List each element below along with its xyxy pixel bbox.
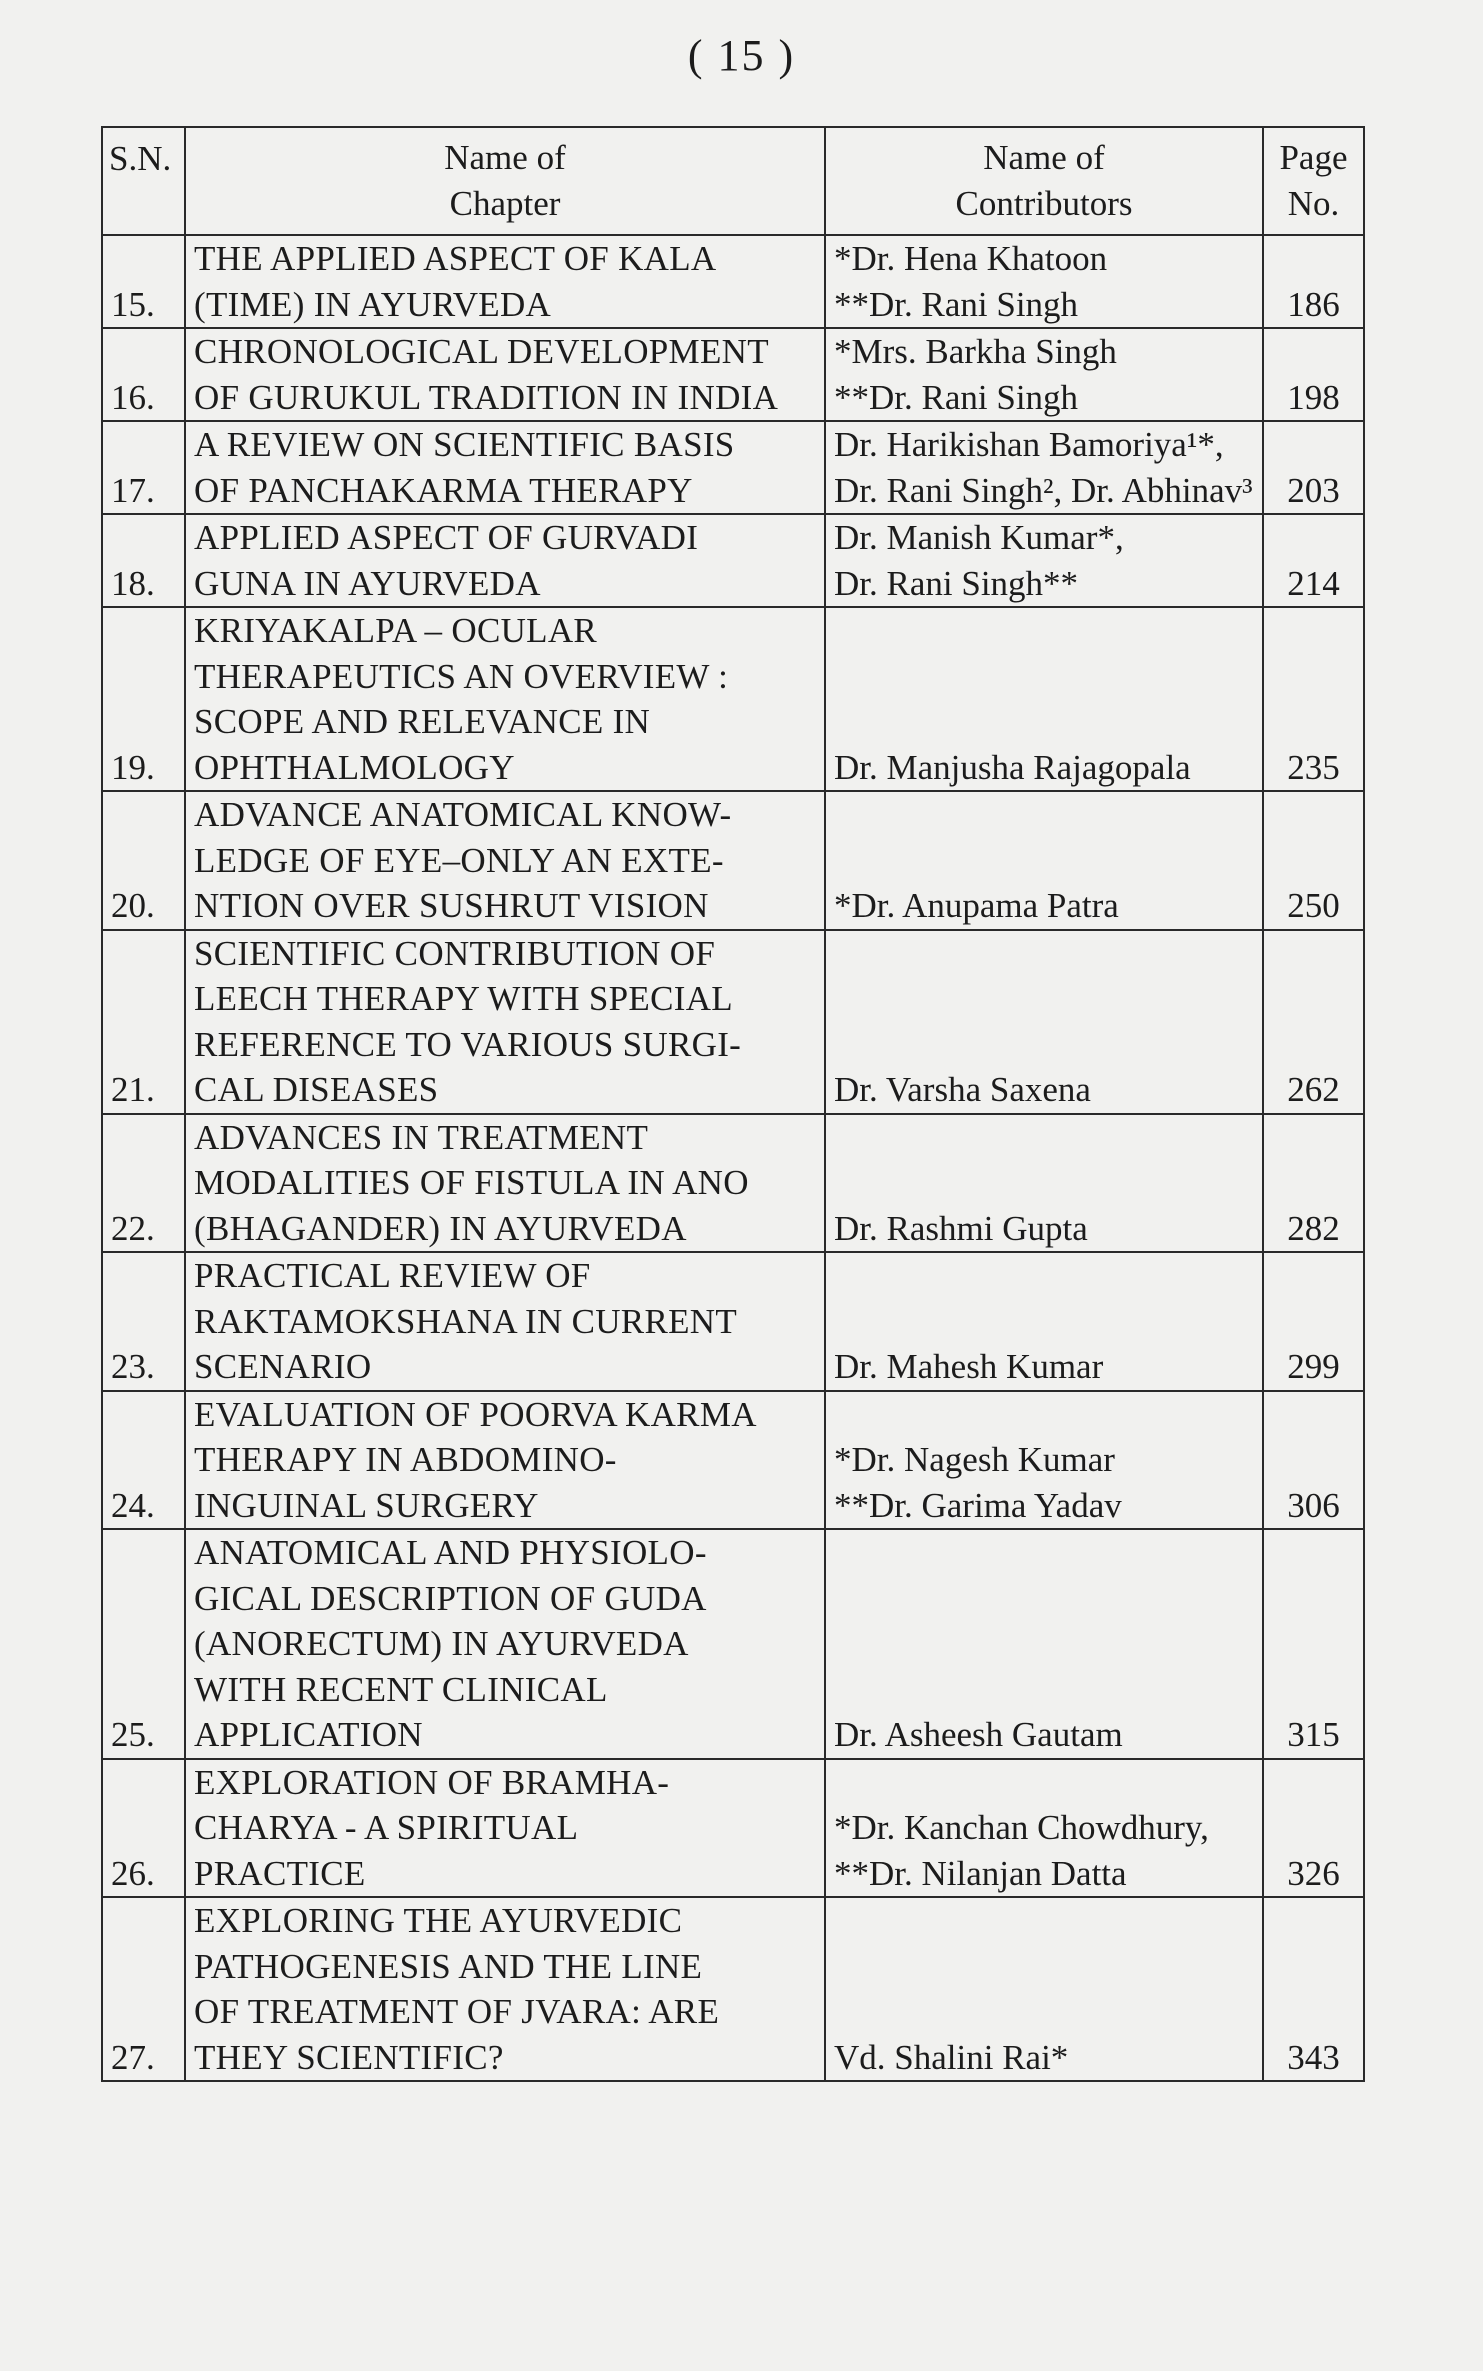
contributors	[825, 930, 1263, 1114]
page-number-cell: 343	[1263, 1897, 1364, 2081]
contributors	[825, 1252, 1263, 1391]
serial-number: 20.	[102, 791, 185, 930]
chapter-name	[185, 930, 825, 1114]
chapter-name-line: (ANORECTUM) IN AYURVEDA	[194, 1624, 689, 1663]
header-contributors-line: Name of	[983, 138, 1105, 177]
chapter-name-line: PRACTICAL REVIEW OF	[194, 1256, 591, 1295]
contributors	[825, 1759, 1263, 1898]
chapter-name-line: MODALITIES OF FISTULA IN ANO	[194, 1163, 749, 1202]
serial-number: 25.	[102, 1529, 185, 1759]
chapter-name-line: EVALUATION OF POORVA KARMA	[194, 1394, 757, 1434]
chapter-name-line: LEDGE OF EYE–ONLY AN EXTE-	[194, 840, 724, 880]
page-number-cell: 235	[1263, 607, 1364, 791]
contributor-line: Dr. Harikishan Bamoriya¹*,	[834, 425, 1224, 464]
table-row	[102, 514, 1364, 607]
serial-number: 27.	[102, 1897, 185, 2081]
chapter-name-line: INGUINAL SURGERY	[194, 1485, 539, 1525]
serial-number: 23.	[102, 1252, 185, 1391]
serial-number: 17.	[102, 421, 185, 514]
chapter-name-line: THE APPLIED ASPECT OF KALA	[194, 239, 717, 278]
chapter-name-line: KRIYAKALPA – OCULAR	[194, 611, 598, 650]
serial-number: 24.	[102, 1391, 185, 1530]
contributor-line: Dr. Rani Singh², Dr. Abhinav³	[834, 470, 1253, 510]
chapter-name	[185, 607, 825, 791]
contributor-line: Dr. Rashmi Gupta	[834, 1208, 1088, 1248]
chapter-name-line: APPLIED ASPECT OF GURVADI	[194, 518, 699, 557]
page-number-cell: 186	[1263, 235, 1364, 328]
chapter-name-line: CHRONOLOGICAL DEVELOPMENT	[194, 332, 769, 371]
chapter-name	[185, 328, 825, 421]
page-number-cell: 203	[1263, 421, 1364, 514]
contributor-line: *Dr. Kanchan Chowdhury,	[834, 1808, 1209, 1847]
table-row	[102, 1897, 1364, 2081]
contributors	[825, 328, 1263, 421]
chapter-name	[185, 235, 825, 328]
header-row	[102, 127, 1364, 235]
chapter-name	[185, 791, 825, 930]
chapter-name	[185, 1897, 825, 2081]
table-body	[102, 235, 1364, 2081]
chapter-name-line: ADVANCE ANATOMICAL KNOW-	[194, 795, 732, 834]
chapter-name-line: EXPLORING THE AYURVEDIC	[194, 1901, 683, 1940]
serial-number: 21.	[102, 930, 185, 1114]
contributor-line: Dr. Varsha Saxena	[834, 1070, 1091, 1109]
contributor-line: *Dr. Hena Khatoon	[834, 239, 1108, 278]
contributor-line: Dr. Mahesh Kumar	[834, 1347, 1104, 1386]
chapter-name-line: ADVANCES IN TREATMENT	[194, 1117, 649, 1157]
chapter-name	[185, 1529, 825, 1759]
contributors	[825, 421, 1263, 514]
page-number-cell: 198	[1263, 328, 1364, 421]
chapter-name-line: APPLICATION	[194, 1715, 423, 1754]
table-row	[102, 235, 1364, 328]
contributors	[825, 607, 1263, 791]
page-number-cell: 315	[1263, 1529, 1364, 1759]
contributors	[825, 1391, 1263, 1530]
header-page	[1263, 127, 1364, 235]
table-row	[102, 328, 1364, 421]
page-number: ( 15 )	[687, 31, 796, 80]
contributor-line: **Dr. Rani Singh	[834, 377, 1079, 417]
contributor-line: *Dr. Anupama Patra	[834, 886, 1119, 925]
header-sn: S.N.	[102, 127, 185, 235]
chapter-name	[185, 1391, 825, 1530]
table-row	[102, 1759, 1364, 1898]
chapter-name-line: PRACTICE	[194, 1853, 366, 1893]
chapter-name	[185, 1252, 825, 1391]
chapter-name-line: SCENARIO	[194, 1347, 372, 1386]
serial-number: 26.	[102, 1759, 185, 1898]
chapter-name-line: ANATOMICAL AND PHYSIOLO-	[194, 1533, 707, 1572]
header-chapter	[185, 127, 825, 235]
contributors	[825, 235, 1263, 328]
chapter-name-line: (BHAGANDER) IN AYURVEDA	[194, 1208, 687, 1248]
chapter-name-line: OF GURUKUL TRADITION IN INDIA	[194, 377, 779, 417]
chapter-name	[185, 1114, 825, 1253]
chapter-name-line: GUNA IN AYURVEDA	[194, 563, 541, 603]
header-contributors-line: Contributors	[955, 184, 1133, 223]
chapter-name-line: RAKTAMOKSHANA IN CURRENT	[194, 1301, 738, 1341]
contributor-line: *Mrs. Barkha Singh	[834, 332, 1117, 371]
serial-number: 18.	[102, 514, 185, 607]
page-number-cell: 250	[1263, 791, 1364, 930]
contributors	[825, 791, 1263, 930]
contributor-line: **Dr. Rani Singh	[834, 284, 1079, 324]
page-number-cell: 299	[1263, 1252, 1364, 1391]
contributor-line: Dr. Manjusha Rajagopala	[834, 747, 1191, 787]
chapter-name	[185, 514, 825, 607]
chapter-name	[185, 1759, 825, 1898]
chapter-name-line: NTION OVER SUSHRUT VISION	[194, 886, 709, 925]
header-chapter-line: Name of	[444, 138, 566, 177]
chapter-name-line: OPHTHALMOLOGY	[194, 747, 515, 787]
header-page-line: Page	[1279, 138, 1348, 177]
chapter-name-line: SCIENTIFIC CONTRIBUTION OF	[194, 933, 716, 973]
contributor-line: *Dr. Nagesh Kumar	[834, 1440, 1115, 1479]
header-page-line: No.	[1287, 184, 1340, 223]
chapter-name	[185, 421, 825, 514]
table-row	[102, 421, 1364, 514]
chapter-name-line: PATHOGENESIS AND THE LINE	[194, 1946, 703, 1986]
table-row	[102, 1529, 1364, 1759]
contents-table	[101, 126, 1365, 2082]
page-number-cell: 214	[1263, 514, 1364, 607]
contributors	[825, 1114, 1263, 1253]
page-number-cell: 306	[1263, 1391, 1364, 1530]
chapter-name-line: OF TREATMENT OF JVARA: ARE	[194, 1992, 720, 2031]
chapter-name-line: THERAPY IN ABDOMINO-	[194, 1440, 617, 1479]
header-contributors	[825, 127, 1263, 235]
contributors	[825, 514, 1263, 607]
chapter-name-line: GICAL DESCRIPTION OF GUDA	[194, 1578, 707, 1618]
chapter-name-line: CHARYA - A SPIRITUAL	[194, 1808, 579, 1847]
page-number-cell: 282	[1263, 1114, 1364, 1253]
header-chapter-line: Chapter	[449, 184, 561, 223]
contributor-line: Dr. Asheesh Gautam	[834, 1715, 1123, 1754]
contributor-line: **Dr. Garima Yadav	[834, 1485, 1122, 1525]
chapter-name-line: (TIME) IN AYURVEDA	[194, 284, 552, 324]
page-number-cell: 262	[1263, 930, 1364, 1114]
chapter-name-line: CAL DISEASES	[194, 1070, 439, 1109]
chapter-name-line: THERAPEUTICS AN OVERVIEW :	[194, 656, 729, 696]
table-row	[102, 1252, 1364, 1391]
chapter-name-line: SCOPE AND RELEVANCE IN	[194, 702, 651, 741]
serial-number: 15.	[102, 235, 185, 328]
chapter-name-line: REFERENCE TO VARIOUS SURGI-	[194, 1024, 742, 1064]
chapter-name-line: WITH RECENT CLINICAL	[194, 1669, 608, 1709]
table-row	[102, 1391, 1364, 1530]
chapter-name-line: THEY SCIENTIFIC?	[194, 2037, 504, 2077]
table-row	[102, 791, 1364, 930]
contributor-line: **Dr. Nilanjan Datta	[834, 1853, 1127, 1893]
chapter-name-line: OF PANCHAKARMA THERAPY	[194, 470, 693, 510]
contributor-line: Vd. Shalini Rai*	[834, 2037, 1069, 2077]
serial-number: 19.	[102, 607, 185, 791]
table-row	[102, 1114, 1364, 1253]
chapter-name-line: EXPLORATION OF BRAMHA-	[194, 1762, 670, 1802]
chapter-name-line: LEECH THERAPY WITH SPECIAL	[194, 979, 733, 1018]
contributors	[825, 1529, 1263, 1759]
contributor-line: Dr. Manish Kumar*,	[834, 518, 1124, 557]
serial-number: 22.	[102, 1114, 185, 1253]
serial-number: 16.	[102, 328, 185, 421]
contributors	[825, 1897, 1263, 2081]
table-row	[102, 930, 1364, 1114]
contributor-line: Dr. Rani Singh**	[834, 563, 1079, 603]
table-row	[102, 607, 1364, 791]
page-number-cell: 326	[1263, 1759, 1364, 1898]
chapter-name-line: A REVIEW ON SCIENTIFIC BASIS	[194, 425, 735, 464]
